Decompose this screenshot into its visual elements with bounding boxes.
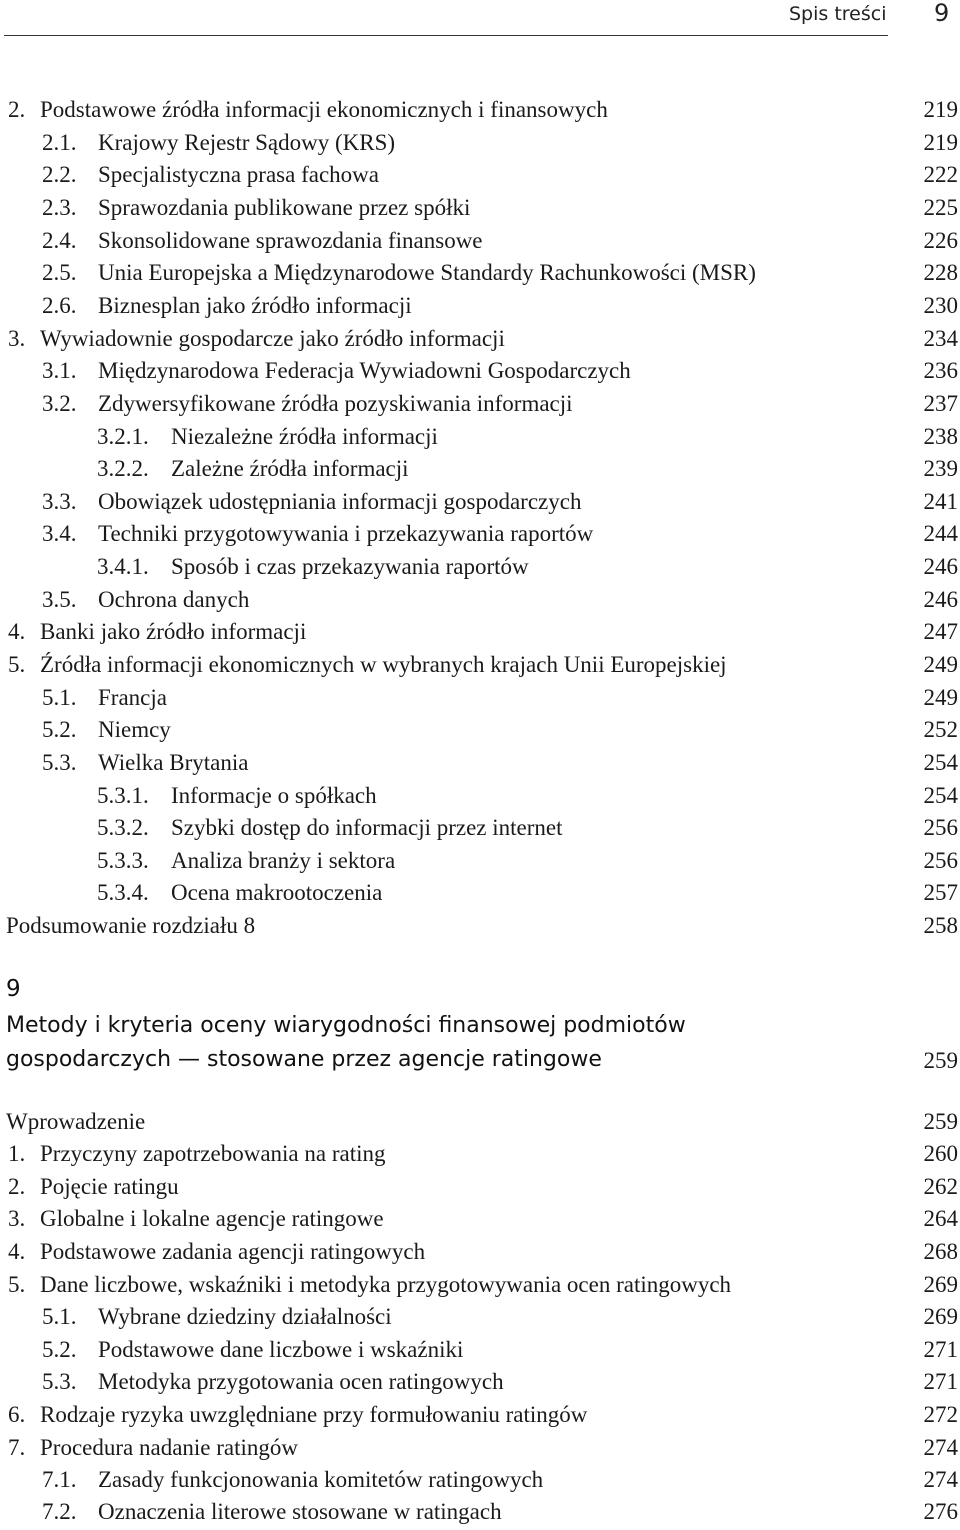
toc-entry-page: 258 [923, 913, 958, 938]
toc-entry [0, 1367, 960, 1397]
toc-entry-number: 5.2. [42, 1337, 77, 1362]
toc-entry-page: 254 [923, 783, 958, 808]
toc-entry-number: 3.4.1. [97, 554, 149, 579]
toc-entry-title: Ochrona danych [98, 587, 250, 612]
toc-entry-page: 264 [923, 1206, 958, 1231]
toc-entry [0, 95, 960, 125]
toc-entry-number: 5. [8, 1272, 26, 1297]
toc-entry-title: Sposób i czas przekazywania raportów [171, 554, 529, 579]
toc-entry [0, 389, 960, 419]
toc-entry-title: Oznaczenia literowe stosowane w ratingach [98, 1499, 502, 1524]
toc-entry-page: 271 [923, 1337, 958, 1362]
toc-entry-number: 5.2. [42, 717, 77, 742]
toc-entry-number: 2.3. [42, 195, 77, 220]
toc-entry-title: Podstawowe źródła informacji ekonomicznych i finansowych [40, 97, 608, 122]
toc-entry [0, 1433, 960, 1463]
toc-entry-title: Obowiązek udostępniania informacji gospodarczych [98, 489, 582, 514]
toc-entry-number: 3.1. [42, 358, 77, 383]
toc-entry-title: Wielka Brytania [98, 750, 249, 775]
toc-entry [0, 454, 960, 484]
toc-entry-title: Międzynarodowa Federacja Wywiadowni Gospodarczych [98, 358, 631, 383]
toc-entry-title: Wywiadownie gospodarcze jako źródło informacji [40, 326, 505, 351]
toc-entry-number: 4. [8, 1239, 26, 1264]
toc-entry-page: 236 [923, 358, 958, 383]
header-rule [4, 35, 888, 36]
toc-entry [0, 650, 960, 680]
toc-entry-number: 2.6. [42, 293, 77, 318]
toc-entry-number: 5.1. [42, 1304, 77, 1329]
chapter-title-line-2: gospodarczych — stosowane przez agencje ratingowe [6, 1047, 602, 1072]
toc-entry [0, 128, 960, 158]
toc-entry [0, 519, 960, 549]
toc-entry-number: 2. [8, 1174, 26, 1199]
toc-entry-title: Podsumowanie rozdziału 8 [6, 913, 256, 938]
toc-entry-page: 274 [923, 1435, 958, 1460]
toc-entry-number: 3.4. [42, 521, 77, 546]
toc-entry-page: 225 [923, 195, 958, 220]
toc-entry-page: 239 [923, 456, 958, 481]
toc-entry-page: 249 [923, 652, 958, 677]
toc-entry-page: 244 [923, 521, 958, 546]
toc-entry-number: 7. [8, 1435, 26, 1460]
toc-entry-title: Analiza branży i sektora [171, 848, 396, 873]
toc-entry-number: 2.1. [42, 130, 77, 155]
toc-entry-number: 6. [8, 1402, 26, 1427]
toc-entry [0, 1302, 960, 1332]
toc-entry-number: 3. [8, 326, 26, 351]
toc-entry-title: Biznesplan jako źródło informacji [98, 293, 412, 318]
toc-entry-page: 252 [923, 717, 958, 742]
toc-entry-number: 7.2. [42, 1499, 77, 1524]
toc-entry-title: Szybki dostęp do informacji przez internet [171, 815, 563, 840]
toc-entry-title: Francja [98, 685, 167, 710]
toc-entry-title: Podstawowe zadania agencji ratingowych [40, 1239, 426, 1264]
toc-entry-number: 3.2.1. [97, 424, 149, 449]
toc-entry [0, 356, 960, 386]
toc-entry-title: Zasady funkcjonowania komitetów ratingowych [98, 1467, 544, 1492]
toc-entry-number: 5.3. [42, 1369, 77, 1394]
toc-entry-page: 246 [923, 554, 958, 579]
toc-entry-page: 219 [923, 130, 958, 155]
toc-entry-page: 246 [923, 587, 958, 612]
toc-entry-title: Techniki przygotowywania i przekazywania raportów [98, 521, 594, 546]
toc-entry [0, 193, 960, 223]
toc-entry-number: 3.2.2. [97, 456, 149, 481]
toc-entry [0, 683, 960, 713]
chapter-page: 259 [923, 1048, 958, 1073]
toc-entry-page: 222 [923, 162, 958, 187]
toc-entry-title: Krajowy Rejestr Sądowy (KRS) [98, 130, 396, 155]
toc-entry [0, 585, 960, 615]
toc-entry-title: Przyczyny zapotrzebowania na rating [40, 1141, 386, 1166]
toc-entry-title: Podstawowe dane liczbowe i wskaźniki [98, 1337, 464, 1362]
toc-entry-number: 7.1. [42, 1467, 77, 1492]
toc-entry-page: 259 [923, 1109, 958, 1134]
toc-entry-title: Dane liczbowe, wskaźniki i metodyka przygotowywania ocen ratingowych [40, 1272, 732, 1297]
toc-entry [0, 487, 960, 517]
toc-entry-page: 238 [923, 424, 958, 449]
toc-entry-title: Wprowadzenie [6, 1109, 146, 1134]
toc-entry-number: 2.2. [42, 162, 77, 187]
toc-entry-title: Specjalistyczna prasa fachowa [98, 162, 379, 187]
toc-entry-number: 5.3.2. [97, 815, 149, 840]
toc-entry-number: 2. [8, 97, 26, 122]
toc-entry-page: 228 [923, 260, 958, 285]
toc-entry-number: 4. [8, 619, 26, 644]
toc-entry-number: 5.3.3. [97, 848, 149, 873]
chapter-number: 9 [6, 976, 21, 1002]
toc-entry-page: 249 [923, 685, 958, 710]
toc-entry [0, 748, 960, 778]
toc-entry [0, 1172, 960, 1202]
toc-entry-title: Procedura nadanie ratingów [40, 1435, 299, 1460]
toc-entry-page: 276 [923, 1499, 958, 1524]
toc-entry-number: 5.1. [42, 685, 77, 710]
toc-entry [0, 1204, 960, 1234]
toc-entry-title: Źródła informacji ekonomicznych w wybranych krajach Unii Europejskiej [40, 652, 727, 677]
toc-entry-page: 241 [923, 489, 958, 514]
toc-entry-number: 2.5. [42, 260, 77, 285]
toc-entry-title: Informacje o spółkach [171, 783, 377, 808]
toc-entry [0, 715, 960, 745]
toc-entry-title: Niezależne źródła informacji [171, 424, 438, 449]
toc-entry-number: 3.5. [42, 587, 77, 612]
toc-entry-number: 1. [8, 1141, 26, 1166]
toc-entry-page: 226 [923, 228, 958, 253]
toc-entry [0, 1270, 960, 1300]
toc-entry [0, 552, 960, 582]
toc-entry [0, 846, 960, 876]
toc-entry-page: 271 [923, 1369, 958, 1394]
toc-entry-number: 5.3. [42, 750, 77, 775]
toc-entry-number: 5.3.1. [97, 783, 149, 808]
toc-entry [0, 160, 960, 190]
chapter-title-line-1: Metody i kryteria oceny wiarygodności finansowej podmiotów [6, 1013, 686, 1038]
page-header [0, 0, 960, 40]
toc-entry-title: Unia Europejska a Międzynarodowe Standardy Rachunkowości (MSR) [98, 260, 756, 285]
toc-entry-title: Banki jako źródło informacji [40, 619, 307, 644]
toc-entry-number: 5. [8, 652, 26, 677]
toc-entry-page: 262 [923, 1174, 958, 1199]
toc-entry-title: Skonsolidowane sprawozdania finansowe [98, 228, 483, 253]
toc-entry [0, 422, 960, 452]
toc-entry-page: 269 [923, 1304, 958, 1329]
toc-entry-page: 237 [923, 391, 958, 416]
toc-entry-title: Rodzaje ryzyka uwzględniane przy formułowaniu ratingów [40, 1402, 588, 1427]
running-header-page-number: 9 [934, 0, 950, 27]
toc-entry-page: 272 [923, 1402, 958, 1427]
toc-entry-page: 219 [923, 97, 958, 122]
toc-entry-page: 256 [923, 848, 958, 873]
toc-entry [0, 911, 960, 941]
toc-entry-page: 274 [923, 1467, 958, 1492]
toc-entry [0, 1335, 960, 1365]
toc-entry [0, 291, 960, 321]
toc-entry-number: 5.3.4. [97, 880, 149, 905]
toc-entry-title: Wybrane dziedziny działalności [98, 1304, 392, 1329]
running-header-title: Spis treści [789, 3, 887, 25]
toc-entry-number: 3.2. [42, 391, 77, 416]
toc-entry-page: 230 [923, 293, 958, 318]
toc-entry-page: 234 [923, 326, 958, 351]
toc-entry-title: Zdywersyfikowane źródła pozyskiwania informacji [98, 391, 573, 416]
toc-entry-title: Metodyka przygotowania ocen ratingowych [98, 1369, 504, 1394]
toc-entry-page: 269 [923, 1272, 958, 1297]
toc-entry [0, 781, 960, 811]
toc-entry-page: 247 [923, 619, 958, 644]
toc-entry-number: 3.3. [42, 489, 77, 514]
toc-entry-page: 257 [923, 880, 958, 905]
toc-entry [0, 1237, 960, 1267]
toc-entry-title: Globalne i lokalne agencje ratingowe [40, 1206, 384, 1231]
toc-entry-title: Sprawozdania publikowane przez spółki [98, 195, 471, 220]
toc-entry [0, 1107, 960, 1137]
toc-entry-number: 2.4. [42, 228, 77, 253]
toc-entry-title: Ocena makrootoczenia [171, 880, 383, 905]
toc-entry [0, 324, 960, 354]
toc-entry-number: 3. [8, 1206, 26, 1231]
toc-entry [0, 617, 960, 647]
toc-entry [0, 226, 960, 256]
toc-entry [0, 813, 960, 843]
toc-entry [0, 258, 960, 288]
toc-entry [0, 1497, 960, 1527]
toc-entry-title: Niemcy [98, 717, 171, 742]
toc-entry [0, 1400, 960, 1430]
toc-entry-title: Pojęcie ratingu [40, 1174, 179, 1199]
toc-entry-page: 260 [923, 1141, 958, 1166]
toc-entry [0, 878, 960, 908]
toc-entry-page: 268 [923, 1239, 958, 1264]
toc-entry [0, 1465, 960, 1495]
toc-entry-title: Zależne źródła informacji [171, 456, 409, 481]
toc-entry-page: 256 [923, 815, 958, 840]
toc-entry-page: 254 [923, 750, 958, 775]
toc-entry [0, 1139, 960, 1169]
